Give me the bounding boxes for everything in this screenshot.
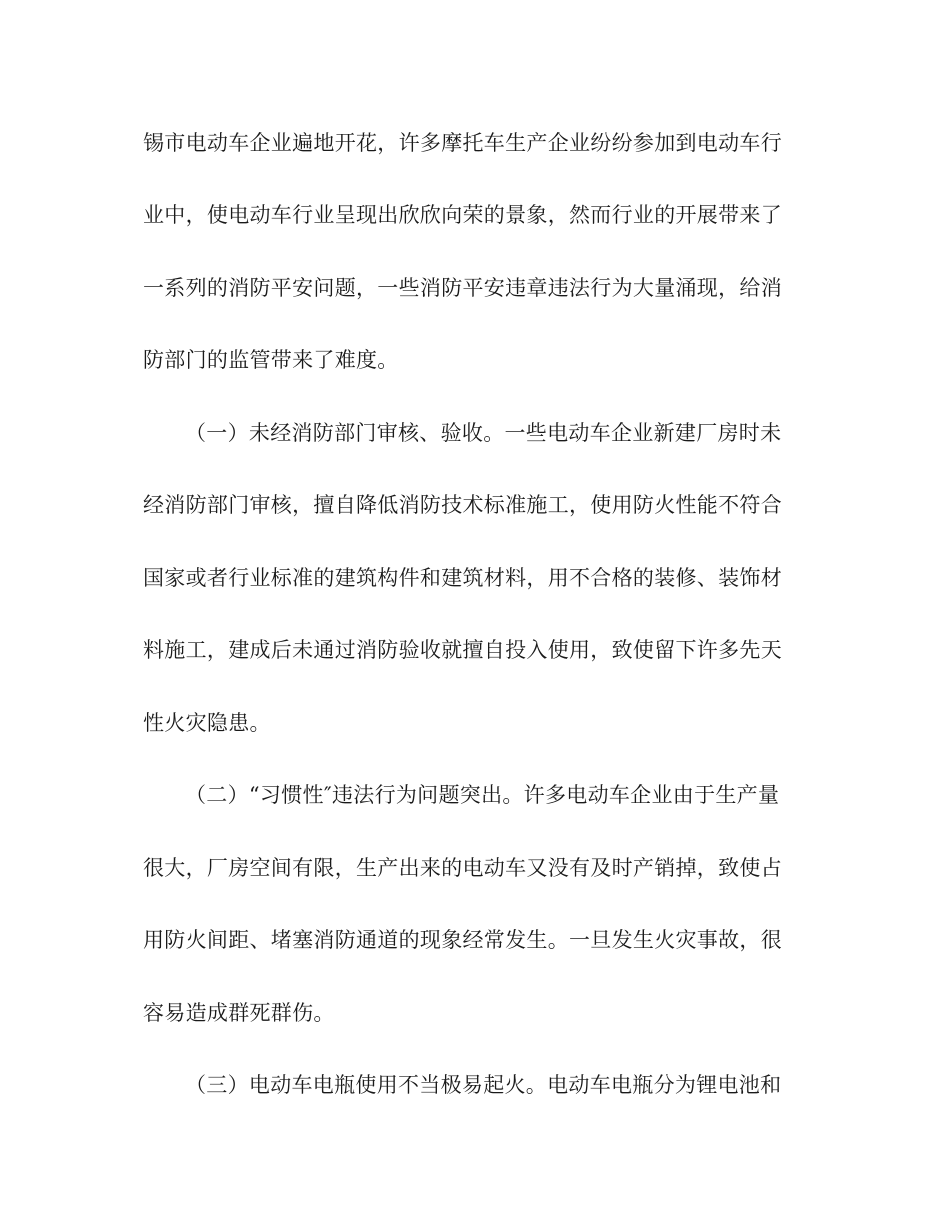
section-two-line-3: 用防火间距、堵塞消防通道的现象经常发生。一旦发生火灾事故，很 xyxy=(143,928,782,952)
section-one-line-2: 经消防部门审核，擅自降低消防技术标准施工，使用防火性能不符合 xyxy=(143,493,782,517)
paragraph-intro-line-1: 锡市电动车企业遍地开花，许多摩托车生产企业纷纷参加到电动车行 xyxy=(143,131,782,155)
section-one-line-3: 国家或者行业标准的建筑构件和建筑材料，用不合格的装修、装饰材 xyxy=(143,566,782,590)
section-three-line-1: （三）电动车电瓶使用不当极易起火。电动车电瓶分为锂电池和 xyxy=(185,1073,782,1097)
section-two-line-1: （二）“习惯性″违法行为问题突出。许多电动车企业由于生产量 xyxy=(185,783,780,807)
paragraph-intro-line-2: 业中，使电动车行业呈现出欣欣向荣的景象，然而行业的开展带来了 xyxy=(143,203,782,227)
section-one-line-4: 料施工，建成后未通过消防验收就擅自投入使用，致使留下许多先天 xyxy=(143,638,782,662)
section-one-line-5: 性火灾隐患。 xyxy=(143,711,271,735)
section-two-line-2: 很大，厂房空间有限，生产出来的电动车又没有及时产销掉，致使占 xyxy=(143,856,782,880)
section-one-line-1: （一）未经消防部门审核、验收。一些电动车企业新建厂房时未 xyxy=(185,421,782,445)
paragraph-intro-line-3: 一系列的消防平安问题，一些消防平安违章违法行为大量涌现，给消 xyxy=(143,276,782,300)
section-two-line-4: 容易造成群死群伤。 xyxy=(143,1001,335,1025)
paragraph-intro-line-4: 防部门的监管带来了难度。 xyxy=(143,348,399,372)
